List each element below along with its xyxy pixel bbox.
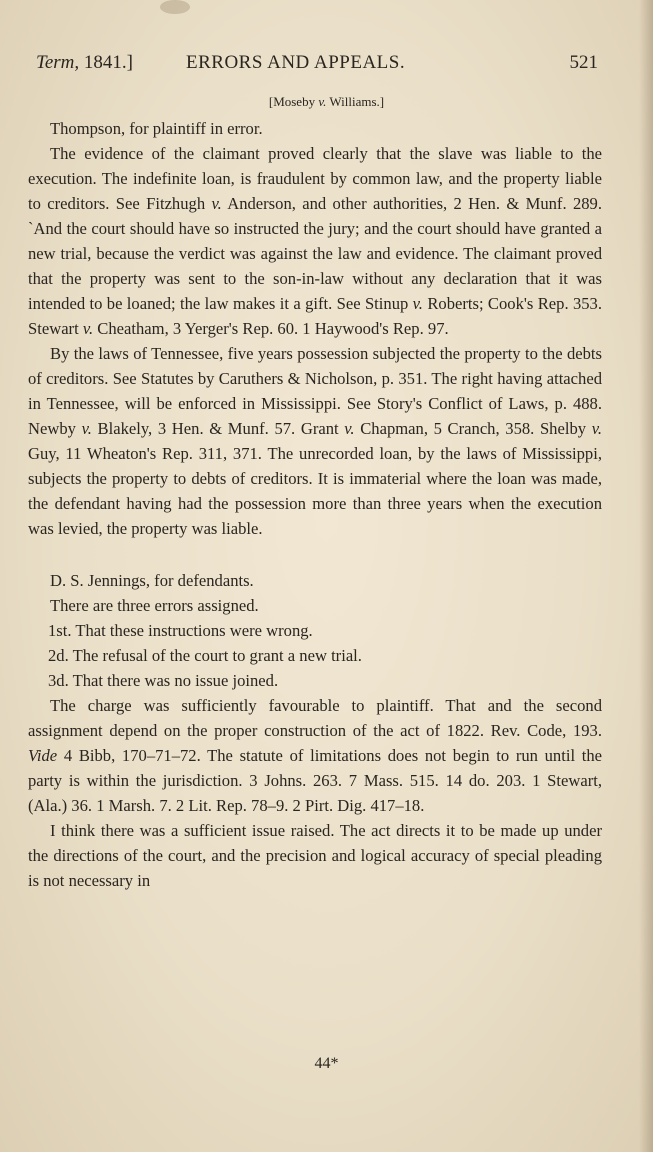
paragraph-charge: The charge was sufficiently favourable to plaintiff. That and the second assignment depend on the proper construction of the act of 1822. Rev. Code, 193. Vide 4 Bibb, 170–71–72. The statute of limitations does not begin to run until the party is within the jurisdiction. 3 Johns. 263. 7 Mass. 515. 14 do. 203. 1 Stewart, (Ala.) 36. 1 Marsh. 7. 2 Lit. Rep. 78–9. 2 Pirt. Dig. 417–18. — [28, 696, 602, 815]
list-item-second-error: 2d. The refusal of the court to grant a new trial. — [48, 646, 362, 665]
list-item-first-error: 1st. That these instructions were wrong. — [48, 621, 313, 640]
ink-smudge — [160, 0, 190, 14]
signature-mark: 44* — [314, 1055, 339, 1072]
header-term: Term, 1841.] — [36, 52, 133, 73]
spine-shadow — [639, 0, 653, 1152]
paragraph-counsel-defendants: D. S. Jennings, for defendants. — [50, 571, 254, 590]
list-item-third-error: 3d. That there was no issue joined. — [48, 671, 279, 690]
paragraph-evidence: The evidence of the claimant proved clearly that the slave was liable to the execution. The indefinite loan, is fraudulent by common law, and the property liable to creditors. See Fitzhugh v. Anderson, and other authorities, 2 Hen. & Munf. 289. `And the court should have so instructed the jury; and the court should have granted a new trial, because the verdict was against the law and evidence. The claimant proved that the property was sent to the son-in-law without any declaration that it was intended to be loaned; the law makes it a gift. See Stinup v. Roberts; Cook's Rep. 353. Stewart v. Cheatham, 3 Yerger's Rep. 60. 1 Haywood's Rep. 97. — [28, 144, 602, 338]
paragraph-tennessee-law: By the laws of Tennessee, five years possession subjected the property to the debts of creditors. See Statutes by Caruthers & Nicholson, p. 351. The right having attached in Tennessee, will be enforced in Mississippi. See Story's Conflict of Laws, p. 488. Newby v. Blakely, 3 Hen. & Munf. 57. Grant v. Chapman, 5 Cranch, 358. Shelby v. Guy, 11 Wheaton's Rep. 311, 371. The unrecorded loan, by the laws of Mississippi, subjects the property to debts of creditors. It is immaterial where the loan was made, the defendant having had the possession more than three years when the execution was levied, the property was liable. — [28, 344, 602, 538]
paragraph-gap — [28, 541, 602, 568]
paragraph-issue-raised: I think there was a sufficient issue raised. The act directs it to be made up under the directions of the court, and the precision and logical accuracy of special pleading is not necessary in — [28, 821, 602, 890]
case-reference: [Moseby v. Williams.] — [268, 94, 385, 109]
header-title: ERRORS AND APPEALS. — [186, 52, 406, 73]
running-header — [36, 52, 598, 78]
page-number: 521 — [569, 52, 598, 73]
page-body — [28, 116, 602, 893]
paragraph-errors-assigned: There are three errors assigned. — [50, 596, 259, 615]
paragraph-counsel-plaintiff: Thompson, for plaintiff in error. — [50, 119, 263, 138]
